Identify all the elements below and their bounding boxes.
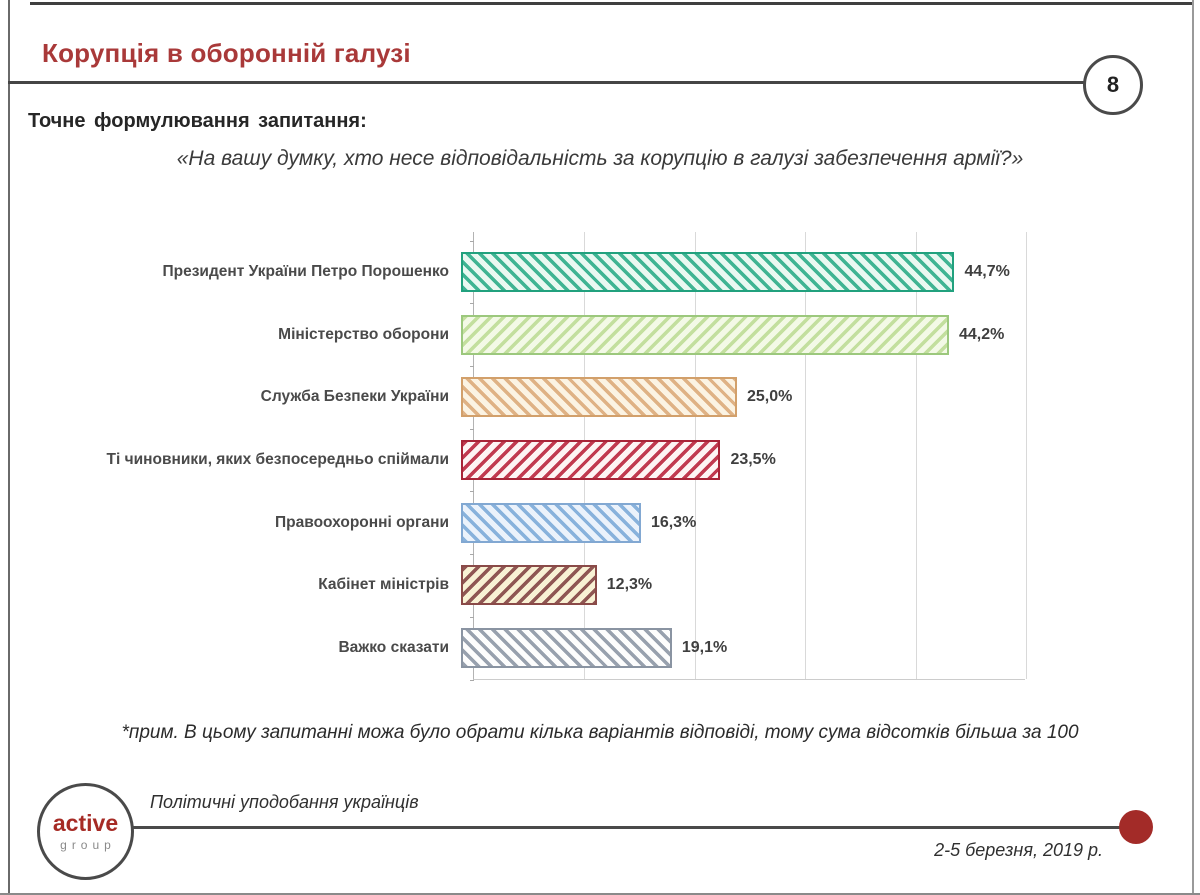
category-label: Ті чиновники, яких безпосередньо спіймали [106, 451, 449, 469]
category-label: Президент України Петро Порошенко [162, 263, 449, 281]
footer-date: 2-5 березня, 2019 р. [934, 840, 1103, 860]
bar [461, 565, 597, 605]
question-label: Точне формулювання запитання: [28, 110, 367, 132]
page-number: 8 [1106, 72, 1120, 97]
bar [461, 628, 672, 668]
value-label: 16,3% [650, 513, 697, 531]
category-label: Служба Безпеки України [260, 388, 449, 406]
footer-divider [130, 826, 1136, 829]
chart-row [20, 491, 1170, 554]
slide-left-border [8, 0, 10, 895]
chart-row [20, 554, 1170, 617]
category-label: Кабінет міністрів [318, 576, 449, 594]
bar [461, 252, 954, 292]
footer-red-dot-icon [1119, 810, 1153, 844]
bar [461, 377, 737, 417]
value-label: 19,1% [681, 639, 728, 657]
title-divider [8, 81, 1085, 84]
chart-row [20, 241, 1170, 304]
footer-series-title: Політичні уподобання українців [150, 792, 419, 812]
bar-area [461, 377, 1170, 417]
chart-row [20, 429, 1170, 492]
page-number-badge [1083, 55, 1143, 115]
slide-title: Корупція в оборонній галузі [42, 38, 411, 68]
value-label: 44,2% [958, 325, 1005, 343]
logo-active-text: active [52, 809, 119, 836]
bar-area [461, 440, 1170, 480]
chart-rows [20, 241, 1170, 680]
slide-top-border [30, 2, 1193, 5]
value-label: 44,7% [964, 262, 1010, 280]
chart-row [20, 617, 1170, 680]
bar [461, 315, 949, 355]
logo-group-text: group [60, 837, 116, 852]
chart-row [20, 303, 1170, 366]
bar-area [461, 565, 1170, 605]
chart-row [20, 366, 1170, 429]
category-label: Міністерство оборони [278, 325, 449, 343]
bar [461, 503, 641, 543]
axis-tick [470, 680, 474, 681]
bar-area [461, 628, 1170, 668]
category-label: Важко сказати [338, 639, 449, 657]
bar-chart [20, 232, 1170, 680]
category-label: Правоохоронні органи [275, 513, 449, 531]
footnote: *прим. В цьому запитанні можа було обрати кілька варіантів відповіді, тому сума відсотків більша за 100 [121, 722, 1079, 743]
bar-area [461, 315, 1170, 355]
bar-area [461, 252, 1170, 292]
value-label: 23,5% [730, 451, 776, 468]
slide-right-border [1192, 0, 1194, 895]
value-label: 25,0% [747, 388, 793, 406]
question-text: «На вашу думку, хто несе відповідальність за корупцію в галузі забезпечення армії?» [176, 147, 1024, 170]
value-label: 12,3% [606, 576, 653, 594]
bar-area [461, 503, 1170, 543]
active-group-logo [37, 783, 134, 880]
bar [461, 440, 720, 480]
